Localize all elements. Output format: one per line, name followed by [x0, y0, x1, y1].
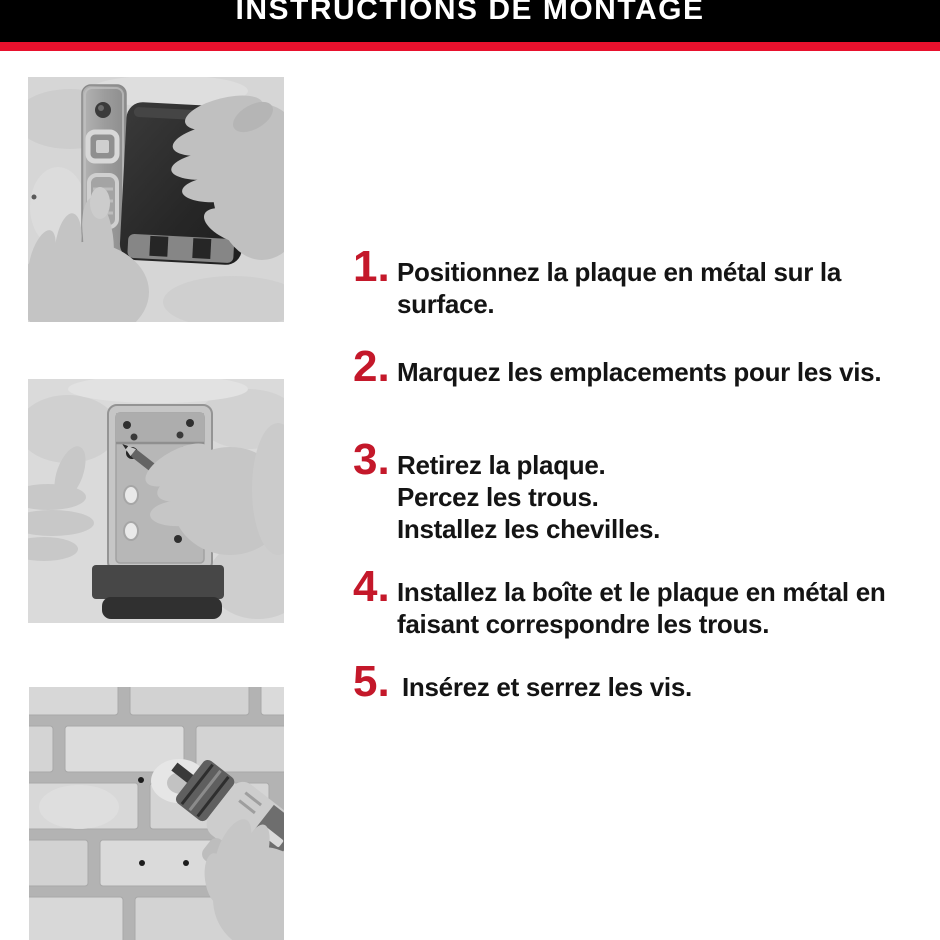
step-2-number: 2. [353, 342, 390, 391]
step-4 [353, 562, 886, 640]
step-1-text [395, 256, 841, 320]
step-text-line: faisant correspondre les trous. [397, 609, 770, 639]
step-5-text [395, 671, 692, 703]
step-3-text [395, 449, 660, 545]
page-title: INSTRUCTIONS DE MONTAGE [235, 0, 705, 26]
step-5 [353, 657, 692, 706]
step-4-text [395, 576, 885, 640]
step-text-line: Positionnez la plaque en métal sur la [397, 257, 842, 287]
step-text-line: surface. [397, 289, 495, 319]
step-text-line: Percez les trous. [397, 482, 599, 512]
step-text-line: Marquez les emplacements pour les vis. [397, 357, 882, 387]
photo-position-plate [28, 77, 284, 322]
box-bracket [92, 565, 224, 619]
step-text-line: Installez les chevilles. [397, 514, 661, 544]
step-2-text [395, 356, 881, 388]
step-5-number: 5. [353, 657, 390, 706]
step-text-line: Installez la boîte et le plaque en métal en [397, 577, 886, 607]
step-1-number: 1. [353, 242, 390, 291]
step-1 [353, 242, 842, 320]
mark-holes-illustration [28, 379, 284, 623]
step-3 [353, 435, 661, 545]
photo-mark-holes [28, 379, 284, 623]
header-red-stripe [0, 42, 940, 51]
drill-holes-illustration [29, 687, 284, 940]
step-2 [353, 342, 882, 391]
step-3-number: 3. [353, 435, 390, 484]
step-4-number: 4. [353, 562, 390, 611]
photo-drill-holes [29, 687, 284, 940]
header-bar [0, 0, 940, 42]
step-text-line: Retirez la plaque. [397, 450, 606, 480]
step-text-line: Insérez et serrez les vis. [402, 672, 692, 702]
position-plate-illustration [28, 77, 284, 322]
